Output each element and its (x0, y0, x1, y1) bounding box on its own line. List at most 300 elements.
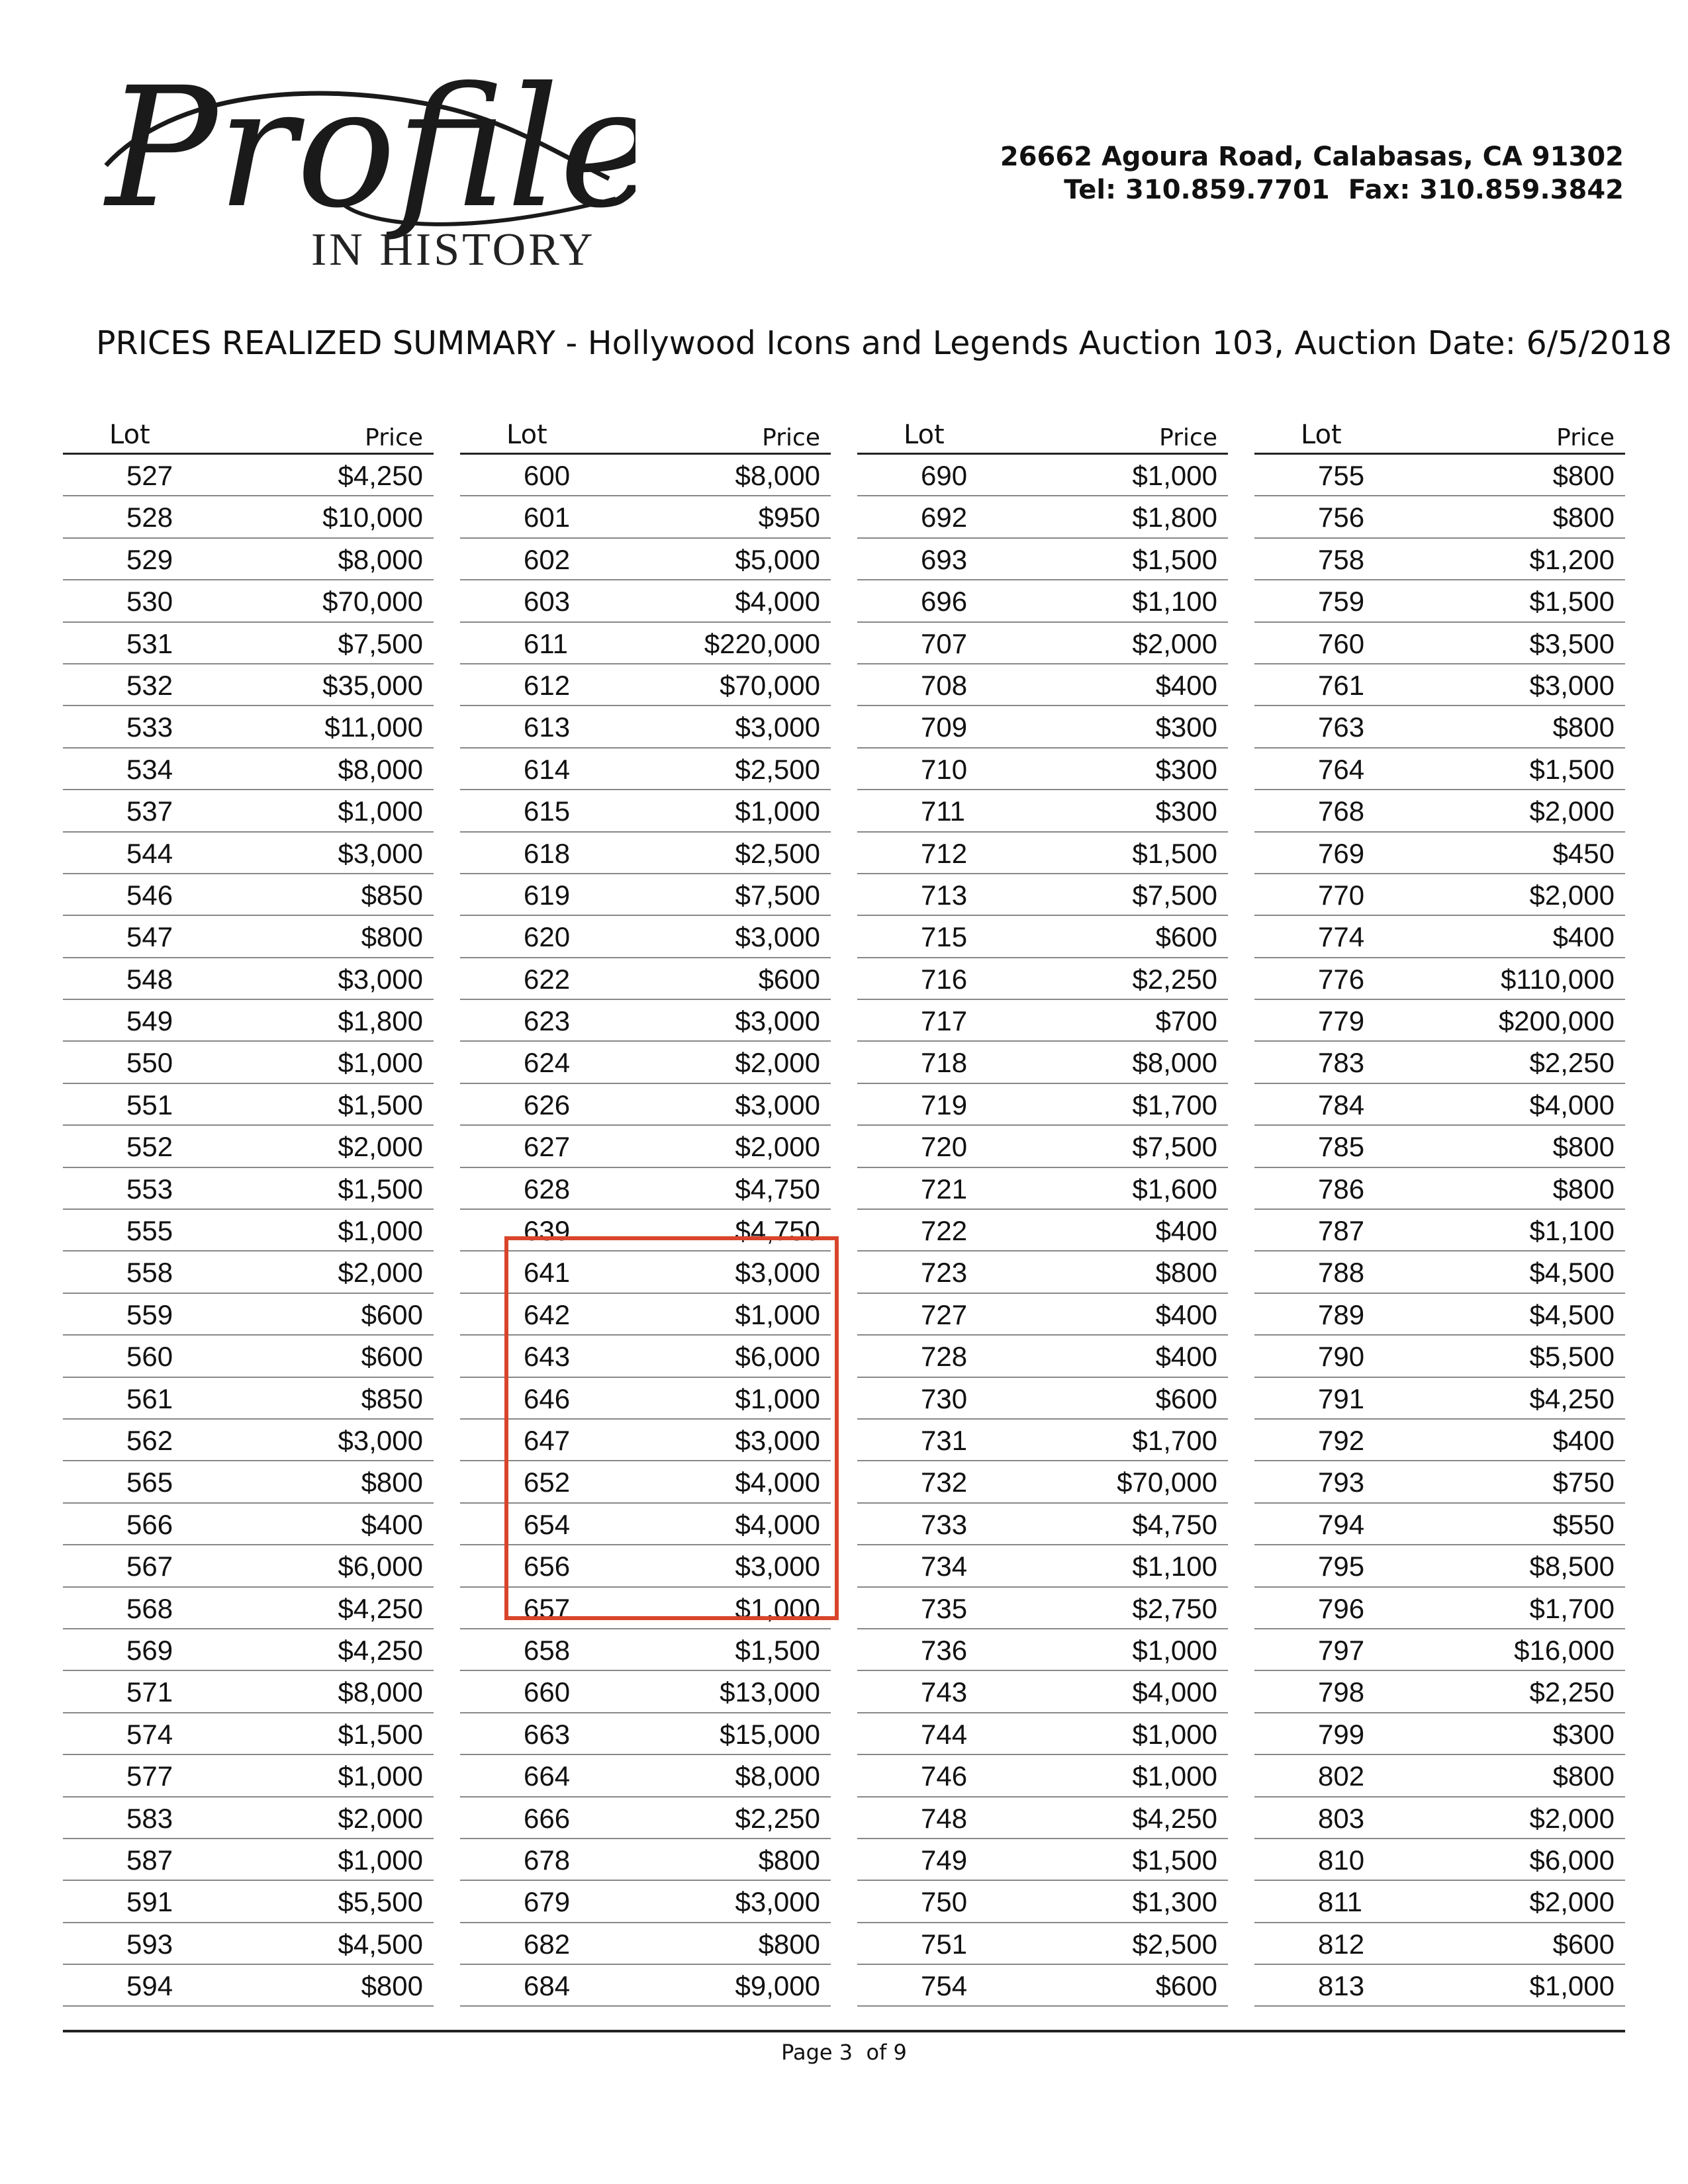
price-value: $8,000 (735, 460, 820, 491)
lot-number: 534 (126, 753, 173, 785)
footer-divider (63, 2030, 1625, 2032)
lot-number: 692 (921, 502, 968, 533)
lot-number: 529 (126, 543, 173, 575)
lot-number: 787 (1318, 1215, 1365, 1247)
lot-number: 792 (1318, 1424, 1365, 1456)
lot-number: 527 (126, 460, 173, 491)
table-row (1254, 1713, 1625, 1755)
price-value: $750 (1552, 1467, 1615, 1498)
table-row (63, 1923, 434, 1965)
price-value: $4,750 (735, 1215, 820, 1247)
price-value: $1,100 (1132, 586, 1217, 617)
lot-number: 776 (1318, 963, 1365, 995)
price-value: $1,700 (1529, 1592, 1615, 1624)
price-value: $2,000 (735, 1131, 820, 1163)
lot-number: 812 (1318, 1928, 1365, 1960)
table-row (63, 1000, 434, 1042)
lot-number: 666 (524, 1802, 571, 1834)
price-header: Price (762, 424, 820, 451)
lot-number: 641 (524, 1257, 571, 1289)
price-value: $1,000 (1132, 1718, 1217, 1750)
lot-number: 735 (921, 1592, 968, 1624)
lot-number: 602 (524, 543, 571, 575)
lot-number: 627 (524, 1131, 571, 1163)
price-value: $4,250 (1132, 1802, 1217, 1834)
price-value: $800 (361, 921, 423, 953)
table-row (857, 1084, 1228, 1126)
lot-number: 810 (1318, 1844, 1365, 1876)
table-row (1254, 664, 1625, 706)
table-row (460, 1881, 831, 1923)
table-row (460, 1965, 831, 2007)
price-header: Price (1556, 424, 1615, 451)
price-value: $300 (1155, 796, 1217, 827)
table-row (460, 1042, 831, 1083)
address-line: 26662 Agoura Road, Calabasas, CA 91302 (1000, 142, 1624, 172)
rows-container (1254, 455, 1625, 2007)
table-row (460, 1629, 831, 1671)
price-value: $3,000 (735, 1424, 820, 1456)
price-value: $3,000 (338, 1424, 423, 1456)
lot-number: 788 (1318, 1257, 1365, 1289)
price-value: $2,250 (1529, 1047, 1615, 1079)
lot-number: 568 (126, 1592, 173, 1624)
lot-number: 750 (921, 1886, 968, 1918)
table-row (460, 539, 831, 580)
price-value: $1,500 (1132, 1844, 1217, 1876)
lot-number: 537 (126, 796, 173, 827)
table-row (857, 1504, 1228, 1545)
table-row (63, 1755, 434, 1797)
table-row (1254, 580, 1625, 622)
table-row (1254, 1671, 1625, 1713)
price-value: $13,000 (720, 1676, 820, 1708)
lot-number: 643 (524, 1341, 571, 1373)
price-value: $7,500 (735, 879, 820, 911)
price-value: $35,000 (322, 669, 423, 701)
table-row (460, 623, 831, 664)
price-value: $3,000 (735, 711, 820, 743)
table-row (1254, 1629, 1625, 1671)
price-value: $600 (361, 1341, 423, 1373)
price-value: $3,000 (735, 1886, 820, 1918)
price-value: $300 (1155, 753, 1217, 785)
price-value: $1,000 (1132, 1634, 1217, 1666)
lot-number: 614 (524, 753, 571, 785)
table-row (1254, 1839, 1625, 1881)
price-value: $6,000 (1529, 1844, 1615, 1876)
lot-number: 577 (126, 1760, 173, 1792)
lot-number: 663 (524, 1718, 571, 1750)
lot-number: 709 (921, 711, 968, 743)
table-row (857, 496, 1228, 538)
lot-number: 802 (1318, 1760, 1365, 1792)
lot-number: 679 (524, 1886, 571, 1918)
lot-number: 550 (126, 1047, 173, 1079)
price-value: $600 (1552, 1928, 1615, 1960)
price-value: $4,000 (1132, 1676, 1217, 1708)
lot-number: 734 (921, 1551, 968, 1582)
price-value: $850 (361, 1383, 423, 1414)
price-value: $3,000 (735, 921, 820, 953)
lot-number: 769 (1318, 837, 1365, 869)
table-row (1254, 539, 1625, 580)
lot-number: 652 (524, 1467, 571, 1498)
lot-number: 642 (524, 1298, 571, 1330)
lot-number: 693 (921, 543, 968, 575)
table-row (1254, 790, 1625, 832)
table-row (63, 1210, 434, 1251)
table-row (460, 1000, 831, 1042)
table-row (1254, 916, 1625, 958)
lot-number: 657 (524, 1592, 571, 1624)
price-value: $9,000 (735, 1970, 820, 2002)
table-row (1254, 1042, 1625, 1083)
lot-number: 555 (126, 1215, 173, 1247)
lot-number: 553 (126, 1173, 173, 1205)
price-value: $2,000 (1529, 1802, 1615, 1834)
lot-number: 721 (921, 1173, 968, 1205)
lot-number: 603 (524, 586, 571, 617)
table-row (857, 1713, 1228, 1755)
lot-number: 594 (126, 1970, 173, 2002)
price-value: $1,500 (735, 1634, 820, 1666)
price-value: $1,500 (1529, 586, 1615, 617)
price-column-3 (857, 416, 1228, 2007)
table-row (63, 1671, 434, 1713)
lot-number: 746 (921, 1760, 968, 1792)
lot-number: 798 (1318, 1676, 1365, 1708)
lot-header: Lot (109, 420, 150, 450)
lot-number: 626 (524, 1089, 571, 1120)
table-row (63, 1713, 434, 1755)
page-title: PRICES REALIZED SUMMARY - Hollywood Icons and Legends Auction 103, Auction Date: 6/5/2018 (96, 324, 1672, 362)
lot-number: 707 (921, 627, 968, 659)
price-value: $2,500 (735, 837, 820, 869)
price-value: $800 (758, 1928, 820, 1960)
lot-number: 717 (921, 1005, 968, 1037)
lot-number: 684 (524, 1970, 571, 2002)
lot-number: 736 (921, 1634, 968, 1666)
lot-number: 799 (1318, 1718, 1365, 1750)
table-row (1254, 1210, 1625, 1251)
table-row (857, 1797, 1228, 1839)
price-value: $300 (1552, 1718, 1615, 1750)
lot-number: 748 (921, 1802, 968, 1834)
table-row (63, 1881, 434, 1923)
price-value: $2,500 (1132, 1928, 1217, 1960)
table-row (460, 664, 831, 706)
lot-number: 639 (524, 1215, 571, 1247)
price-value: $220,000 (704, 627, 820, 659)
price-value: $3,000 (735, 1005, 820, 1037)
price-value: $1,000 (1132, 460, 1217, 491)
table-row (857, 790, 1228, 832)
lot-number: 719 (921, 1089, 968, 1120)
lot-number: 727 (921, 1298, 968, 1330)
table-row (63, 664, 434, 706)
lot-number: 749 (921, 1844, 968, 1876)
logo-sub-text: IN HISTORY (311, 224, 596, 275)
lot-number: 720 (921, 1131, 968, 1163)
lot-number: 558 (126, 1257, 173, 1289)
table-row (460, 496, 831, 538)
table-row (460, 706, 831, 748)
price-value: $600 (361, 1298, 423, 1330)
price-value: $3,000 (338, 837, 423, 869)
lot-number: 713 (921, 879, 968, 911)
price-value: $400 (1552, 921, 1615, 953)
table-row (1254, 1965, 1625, 2007)
table-row (460, 790, 831, 832)
price-value: $550 (1552, 1508, 1615, 1540)
price-value: $1,000 (338, 1760, 423, 1792)
price-value: $400 (1155, 1215, 1217, 1247)
table-row (460, 1839, 831, 1881)
profiles-in-history-logo (93, 66, 635, 278)
price-value: $1,000 (338, 1215, 423, 1247)
lot-number: 560 (126, 1341, 173, 1373)
lot-number: 565 (126, 1467, 173, 1498)
table-row (460, 833, 831, 874)
table-row (1254, 1545, 1625, 1587)
table-row (857, 706, 1228, 748)
table-row (63, 1629, 434, 1671)
table-row (1254, 1336, 1625, 1377)
logo-script-text: Profil (106, 66, 559, 244)
price-value: $800 (1552, 1173, 1615, 1205)
table-row (460, 1671, 831, 1713)
price-value: $15,000 (720, 1718, 820, 1750)
table-row (63, 1545, 434, 1587)
price-value: $800 (1155, 1257, 1217, 1289)
price-value: $1,500 (338, 1718, 423, 1750)
lot-number: 624 (524, 1047, 571, 1079)
lot-number: 759 (1318, 586, 1365, 617)
lot-number: 546 (126, 879, 173, 911)
price-value: $4,250 (1529, 1383, 1615, 1414)
lot-number: 797 (1318, 1634, 1365, 1666)
price-value: $2,250 (1132, 963, 1217, 995)
table-row (63, 1797, 434, 1839)
price-value: $800 (1552, 1760, 1615, 1792)
lot-number: 813 (1318, 1970, 1365, 2002)
price-value: $5,500 (1529, 1341, 1615, 1373)
table-row (460, 1126, 831, 1167)
price-value: $2,000 (338, 1131, 423, 1163)
price-value: $1,800 (1132, 502, 1217, 533)
lot-number: 618 (524, 837, 571, 869)
price-value: $1,500 (338, 1089, 423, 1120)
price-value: $8,000 (338, 1676, 423, 1708)
table-row (460, 1713, 831, 1755)
rows-container (63, 455, 434, 2007)
price-value: $11,000 (324, 711, 423, 743)
table-row (63, 1042, 434, 1083)
table-row (857, 1251, 1228, 1293)
price-value: $2,000 (1529, 879, 1615, 911)
table-row (63, 790, 434, 832)
price-value: $1,800 (338, 1005, 423, 1037)
lot-number: 531 (126, 627, 173, 659)
column-header (1254, 416, 1625, 455)
price-value: $70,000 (1117, 1467, 1217, 1498)
lot-number: 796 (1318, 1592, 1365, 1624)
price-value: $1,700 (1132, 1089, 1217, 1120)
lot-number: 660 (524, 1676, 571, 1708)
lot-number: 569 (126, 1634, 173, 1666)
table-row (857, 1839, 1228, 1881)
price-value: $1,000 (338, 796, 423, 827)
table-row (1254, 1461, 1625, 1503)
lot-number: 731 (921, 1424, 968, 1456)
lot-number: 567 (126, 1551, 173, 1582)
price-value: $800 (361, 1467, 423, 1498)
lot-header: Lot (506, 420, 547, 450)
table-row (63, 1420, 434, 1461)
lot-number: 774 (1318, 921, 1365, 953)
lot-number: 530 (126, 586, 173, 617)
price-value: $2,000 (735, 1047, 820, 1079)
price-value: $7,500 (1132, 879, 1217, 911)
table-row (857, 623, 1228, 664)
price-value: $5,000 (735, 543, 820, 575)
table-row (857, 455, 1228, 496)
lot-number: 783 (1318, 1047, 1365, 1079)
table-row (857, 1294, 1228, 1336)
table-row (460, 958, 831, 1000)
table-row (63, 1839, 434, 1881)
table-row (63, 539, 434, 580)
lot-number: 566 (126, 1508, 173, 1540)
table-row (1254, 623, 1625, 664)
price-value: $8,000 (1132, 1047, 1217, 1079)
price-column-1 (63, 416, 434, 2007)
table-row (1254, 1420, 1625, 1461)
lot-number: 793 (1318, 1467, 1365, 1498)
table-row (63, 455, 434, 496)
price-value: $3,000 (1529, 669, 1615, 701)
price-value: $2,750 (1132, 1592, 1217, 1624)
price-value: $1,300 (1132, 1886, 1217, 1918)
price-value: $4,500 (1529, 1298, 1615, 1330)
lot-number: 708 (921, 669, 968, 701)
lot-number: 646 (524, 1383, 571, 1414)
price-value: $800 (1552, 1131, 1615, 1163)
table-row (63, 623, 434, 664)
lot-number: 656 (524, 1551, 571, 1582)
price-value: $8,000 (735, 1760, 820, 1792)
price-value: $2,500 (735, 753, 820, 785)
table-row (1254, 833, 1625, 874)
lot-number: 733 (921, 1508, 968, 1540)
price-value: $70,000 (720, 669, 820, 701)
price-value: $2,000 (338, 1802, 423, 1834)
price-value: $1,000 (735, 1592, 820, 1624)
table-row (1254, 706, 1625, 748)
price-value: $800 (1552, 502, 1615, 533)
table-row (460, 916, 831, 958)
price-value: $7,500 (1132, 1131, 1217, 1163)
table-row (63, 1461, 434, 1503)
table-row (1254, 1504, 1625, 1545)
price-value: $5,500 (338, 1886, 423, 1918)
price-value: $2,250 (735, 1802, 820, 1834)
price-value: $3,500 (1529, 627, 1615, 659)
lot-number: 559 (126, 1298, 173, 1330)
table-row (63, 1084, 434, 1126)
table-row (1254, 496, 1625, 538)
table-row (857, 1378, 1228, 1420)
price-value: $1,500 (1132, 837, 1217, 869)
price-value: $700 (1155, 1005, 1217, 1037)
lot-number: 696 (921, 586, 968, 617)
price-value: $600 (1155, 1383, 1217, 1414)
table-row (1254, 874, 1625, 916)
lot-number: 786 (1318, 1173, 1365, 1205)
price-value: $800 (1552, 711, 1615, 743)
price-value: $400 (1155, 1298, 1217, 1330)
lot-number: 690 (921, 460, 968, 491)
price-value: $1,700 (1132, 1424, 1217, 1456)
lot-number: 613 (524, 711, 571, 743)
table-row (1254, 958, 1625, 1000)
price-value: $1,000 (1132, 1760, 1217, 1792)
lot-number: 619 (524, 879, 571, 911)
lot-number: 751 (921, 1928, 968, 1960)
table-row (1254, 1588, 1625, 1629)
table-row (1254, 1755, 1625, 1797)
lot-number: 654 (524, 1508, 571, 1540)
table-row (63, 749, 434, 790)
table-row (460, 1084, 831, 1126)
lot-number: 622 (524, 963, 571, 995)
lot-number: 549 (126, 1005, 173, 1037)
lot-number: 628 (524, 1173, 571, 1205)
lot-number: 779 (1318, 1005, 1365, 1037)
table-row (857, 1461, 1228, 1503)
table-row (63, 1378, 434, 1420)
lot-number: 561 (126, 1383, 173, 1414)
price-value: $1,100 (1529, 1215, 1615, 1247)
table-row (857, 1881, 1228, 1923)
table-row (857, 749, 1228, 790)
table-row (63, 1294, 434, 1336)
lot-number: 764 (1318, 753, 1365, 785)
lot-number: 548 (126, 963, 173, 995)
price-value: $1,600 (1132, 1173, 1217, 1205)
table-row (1254, 1168, 1625, 1210)
price-value: $600 (758, 963, 820, 995)
table-row (1254, 1294, 1625, 1336)
page-number: Page 3 of 9 (781, 2040, 907, 2065)
lot-number: 791 (1318, 1383, 1365, 1414)
price-value: $1,000 (338, 1047, 423, 1079)
price-value: $400 (1155, 669, 1217, 701)
lot-number: 562 (126, 1424, 173, 1456)
lot-number: 784 (1318, 1089, 1365, 1120)
price-column-4 (1254, 416, 1625, 2007)
price-value: $4,500 (1529, 1257, 1615, 1289)
highlight-box (504, 1236, 839, 1620)
lot-number: 664 (524, 1760, 571, 1792)
price-value: $3,000 (735, 1551, 820, 1582)
lot-number: 583 (126, 1802, 173, 1834)
table-row (1254, 749, 1625, 790)
table-row (857, 1588, 1228, 1629)
table-row (63, 874, 434, 916)
price-value: $400 (361, 1508, 423, 1540)
